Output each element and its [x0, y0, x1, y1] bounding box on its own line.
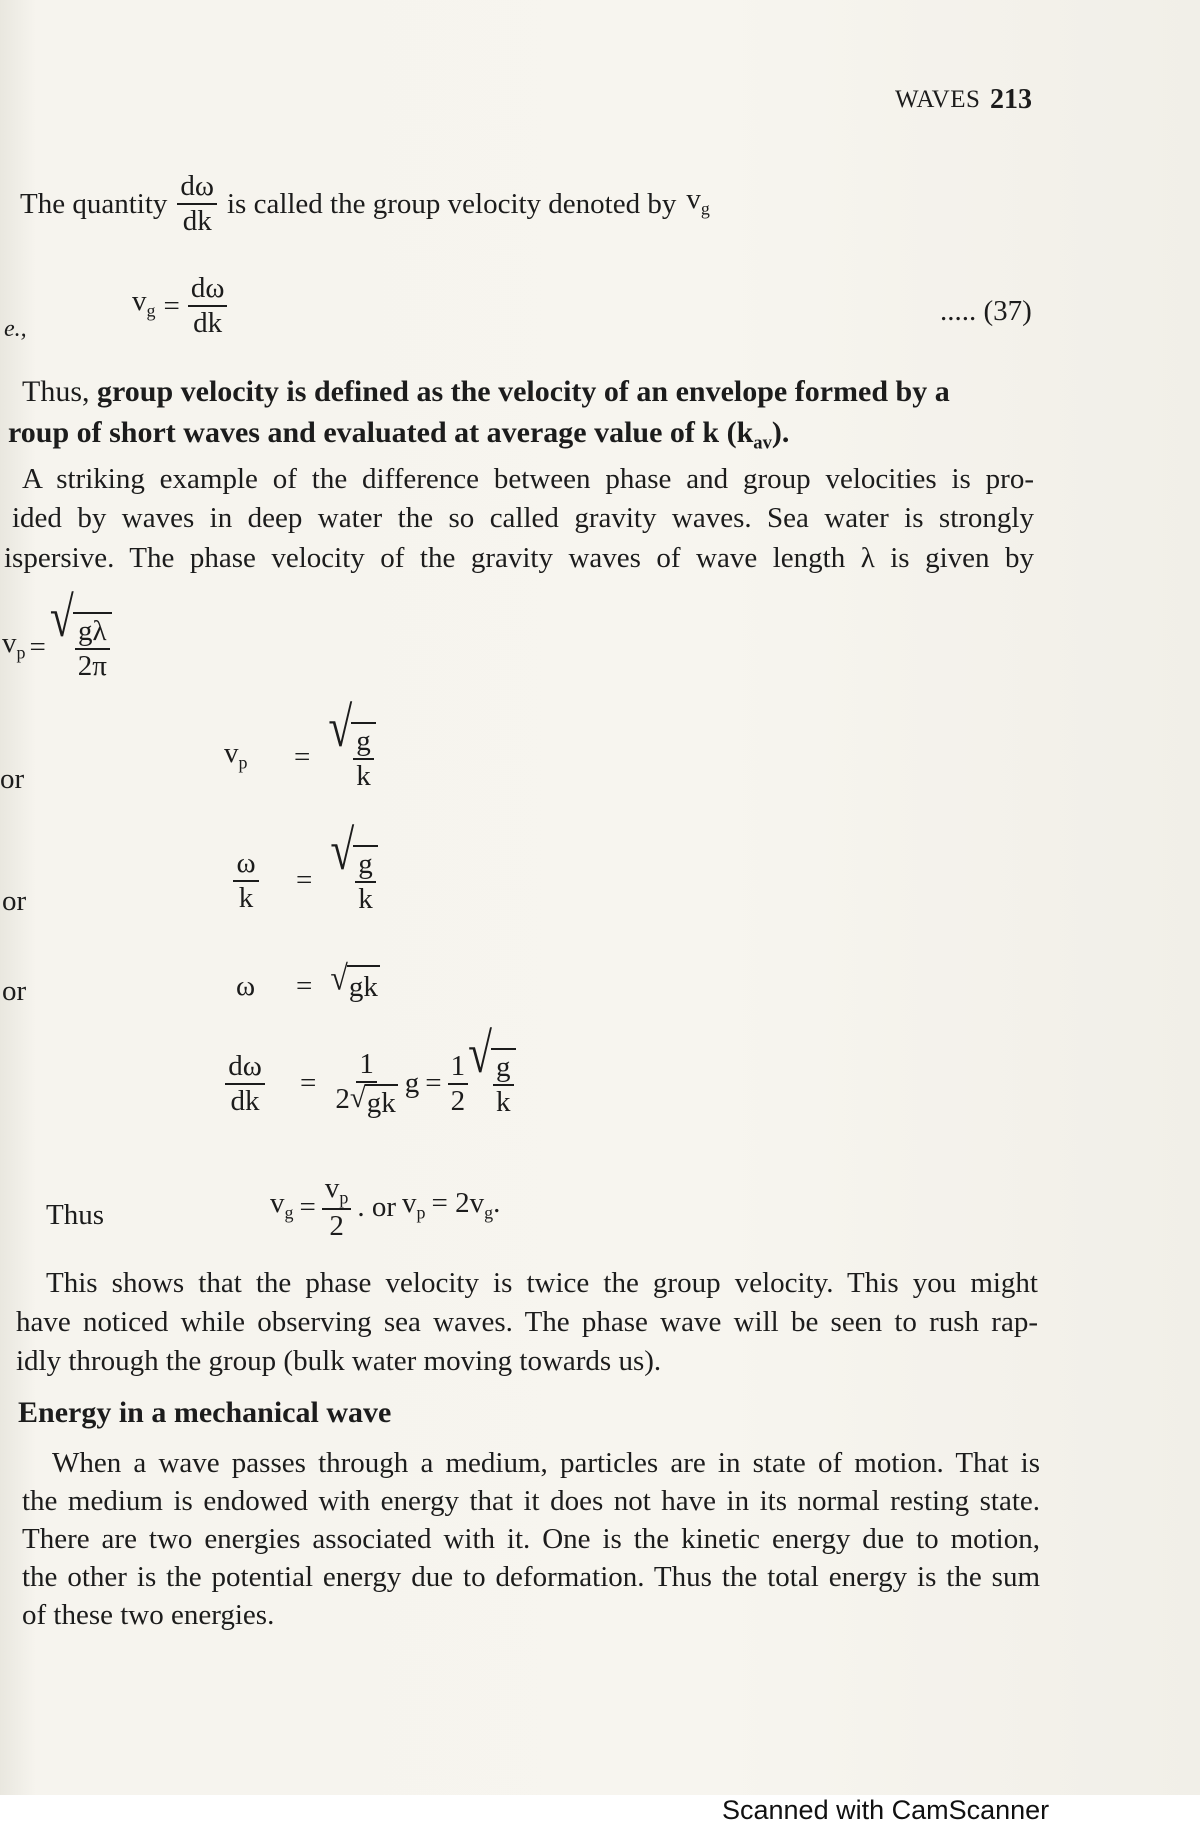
thus-lead: Thus [46, 1199, 104, 1231]
d4-r2-sqrt [468, 1022, 515, 1120]
definition-line-2 [8, 413, 789, 463]
d3-lhs: ω [236, 969, 256, 1002]
d4-mult: g [404, 1067, 420, 1100]
thus-rhs-sub: g [484, 1201, 494, 1222]
radical-icon: √ [328, 696, 353, 759]
section-heading: Energy in a mechanical wave [18, 1396, 392, 1429]
d4-r1-num: 1 [356, 1048, 377, 1083]
thus-end: . [493, 1186, 501, 1219]
eq37-den: dk [193, 307, 223, 340]
d1-num: g [353, 725, 374, 760]
radical-icon: √ [330, 819, 355, 882]
vp-sqrt [49, 586, 112, 684]
thus-rhs-lhs-sub: p [416, 1201, 426, 1222]
vp-lhs [2, 624, 25, 672]
equation-37 [132, 272, 227, 341]
para1-line-2: ided by waves in deep water the so called gravity waves. Sea water is strongly [12, 502, 1034, 534]
thus-lhs-base: v [270, 1186, 285, 1219]
d4-r2-fraction [448, 1050, 469, 1119]
d1-lhs-sub: p [238, 751, 248, 772]
d1-den: k [356, 760, 371, 793]
eq37-lhs [132, 282, 155, 330]
definition-line-1 [22, 372, 950, 411]
equals-sign: = [299, 1191, 316, 1224]
thus-fraction [322, 1172, 351, 1243]
d4-r2-num: 1 [448, 1050, 469, 1085]
scanner-watermark: Scanned with CamScanner [722, 1795, 1050, 1825]
definition-sub: av [753, 432, 772, 454]
thus-lhs [270, 1184, 293, 1232]
d4-r2-inner-num: g [493, 1051, 514, 1086]
derivation-3-lead: or [2, 975, 27, 1007]
thus-mid: . or [357, 1191, 396, 1224]
para3-line-2: the medium is endowed with energy that it does not have in its normal resting state. [22, 1485, 1040, 1517]
d4-lhs-den: dk [230, 1084, 260, 1117]
intro-fraction [177, 170, 217, 239]
derivation-3-sqrt [330, 958, 380, 1007]
equals-sign: = [163, 289, 180, 322]
d3-radicand: gk [347, 965, 380, 1007]
d4-lhs-fraction [220, 1050, 270, 1119]
d1-radicand [351, 722, 376, 794]
para3-line-1: When a wave passes through a medium, particles are in state of motion. That is [52, 1447, 1040, 1479]
intro-symbol-sub: g [700, 198, 710, 219]
para2-line-3: idly through the group (bulk water moving towards us). [16, 1345, 662, 1377]
equation-vp [2, 586, 112, 684]
d4-r2-radicand [491, 1048, 516, 1120]
vp-lhs-sub: p [16, 641, 26, 662]
definition-bold-1: group velocity is defined as the velocity of an envelope formed by a [97, 375, 950, 408]
d4-r1-den-coef: 2 [335, 1083, 350, 1116]
d4-r1-sqrt [349, 1081, 398, 1120]
derivation-3 [236, 958, 380, 1007]
intro-symbol-base: v [686, 183, 701, 216]
d2-radicand [353, 845, 378, 917]
vp-lhs-base: v [2, 626, 17, 659]
d2-fraction [355, 848, 376, 917]
derivation-1 [224, 696, 376, 794]
thus-rhs-lhs [402, 1184, 425, 1232]
thus-num-base: v [324, 1172, 340, 1204]
running-title: WAVES [895, 86, 981, 113]
d2-lhs-fraction [226, 847, 266, 916]
equals-sign: = [296, 969, 313, 1002]
vp-den: 2π [77, 650, 107, 683]
d1-lhs-base: v [224, 736, 239, 769]
thus-rhs-base: = 2v [431, 1186, 485, 1219]
intro-suffix: is called the group velocity denoted by [226, 187, 677, 220]
d4-r1-den [332, 1083, 400, 1120]
definition-thus: Thus, [22, 375, 90, 408]
equals-sign: = [294, 741, 311, 774]
thus-num-sub: p [339, 1187, 349, 1208]
d1-fraction [353, 725, 374, 794]
derivation-1-lead: or [0, 763, 25, 795]
para3-line-4: the other is the potential energy due to deformation. Thus the total energy is the sum [22, 1561, 1040, 1593]
derivation-2 [226, 819, 378, 917]
definition-end: ). [771, 416, 790, 449]
thus-rhs-lhs-base: v [402, 1186, 417, 1219]
thus-den: 2 [329, 1209, 344, 1242]
d4-r1-radicand: gk [365, 1084, 398, 1120]
eq37-fraction [188, 272, 228, 341]
d2-num: g [355, 848, 376, 883]
vp-num: gλ [75, 615, 110, 650]
intro-symbol [686, 180, 709, 228]
eq37-lhs-base: v [132, 285, 147, 318]
para2-line-1: This shows that the phase velocity is twice the group velocity. This you might [46, 1267, 1038, 1299]
eq37-lhs-sub: g [146, 300, 156, 321]
intro-frac-den: dk [182, 205, 212, 238]
d4-r2-inner-fraction [493, 1051, 514, 1120]
para1-line-1: A striking example of the difference between phase and group velocities is pro- [22, 463, 1034, 495]
thus-lhs-sub: g [284, 1201, 294, 1222]
intro-frac-num: dω [177, 170, 217, 205]
para2-line-2: have noticed while observing sea waves. The phase wave will be seen to rush rap- [16, 1306, 1038, 1338]
derivation-4 [220, 1022, 516, 1120]
vp-radicand [73, 612, 112, 684]
derivation-2-sqrt [330, 819, 377, 917]
intro-line [20, 170, 710, 239]
d2-lhs-num: ω [233, 847, 258, 882]
radical-icon: √ [349, 1081, 366, 1114]
d2-den: k [358, 883, 373, 916]
d4-r2-inner-den: k [496, 1086, 511, 1119]
d2-lhs-den: k [238, 881, 254, 914]
thus-num [322, 1172, 351, 1210]
page-number: 213 [990, 84, 1032, 115]
running-header [895, 86, 980, 114]
d4-lhs-num: dω [225, 1050, 265, 1085]
para3-line-5: of these two energies. [22, 1599, 275, 1631]
definition-bold-2: roup of short waves and evaluated at average value of k (k [8, 416, 754, 449]
eq37-lead: e., [4, 316, 27, 342]
para1-line-3: ispersive. The phase velocity of the gravity waves of wave length λ is given by [4, 542, 1034, 574]
d4-r2-den: 2 [450, 1084, 466, 1117]
equation-number: ..... (37) [940, 295, 1032, 327]
equals-sign: = [29, 631, 46, 664]
derivation-2-lead: or [2, 885, 27, 917]
thus-rhs [431, 1184, 500, 1232]
equals-sign: = [300, 1067, 317, 1100]
intro-prefix: The quantity [20, 187, 168, 220]
derivation-1-sqrt [328, 696, 375, 794]
radical-icon: √ [330, 958, 348, 998]
equals-sign: = [296, 864, 313, 897]
para3-line-3: There are two energies associated with it. One is the kinetic energy due to motion, [22, 1523, 1040, 1555]
derivation-1-lhs [224, 734, 284, 782]
d4-r1-fraction [332, 1048, 400, 1120]
vp-fraction [75, 615, 110, 684]
thus-equation [270, 1172, 500, 1243]
radical-icon: √ [468, 1022, 493, 1086]
equals-sign: = [425, 1067, 442, 1100]
eq37-num: dω [188, 272, 228, 307]
radical-icon: √ [49, 586, 74, 649]
